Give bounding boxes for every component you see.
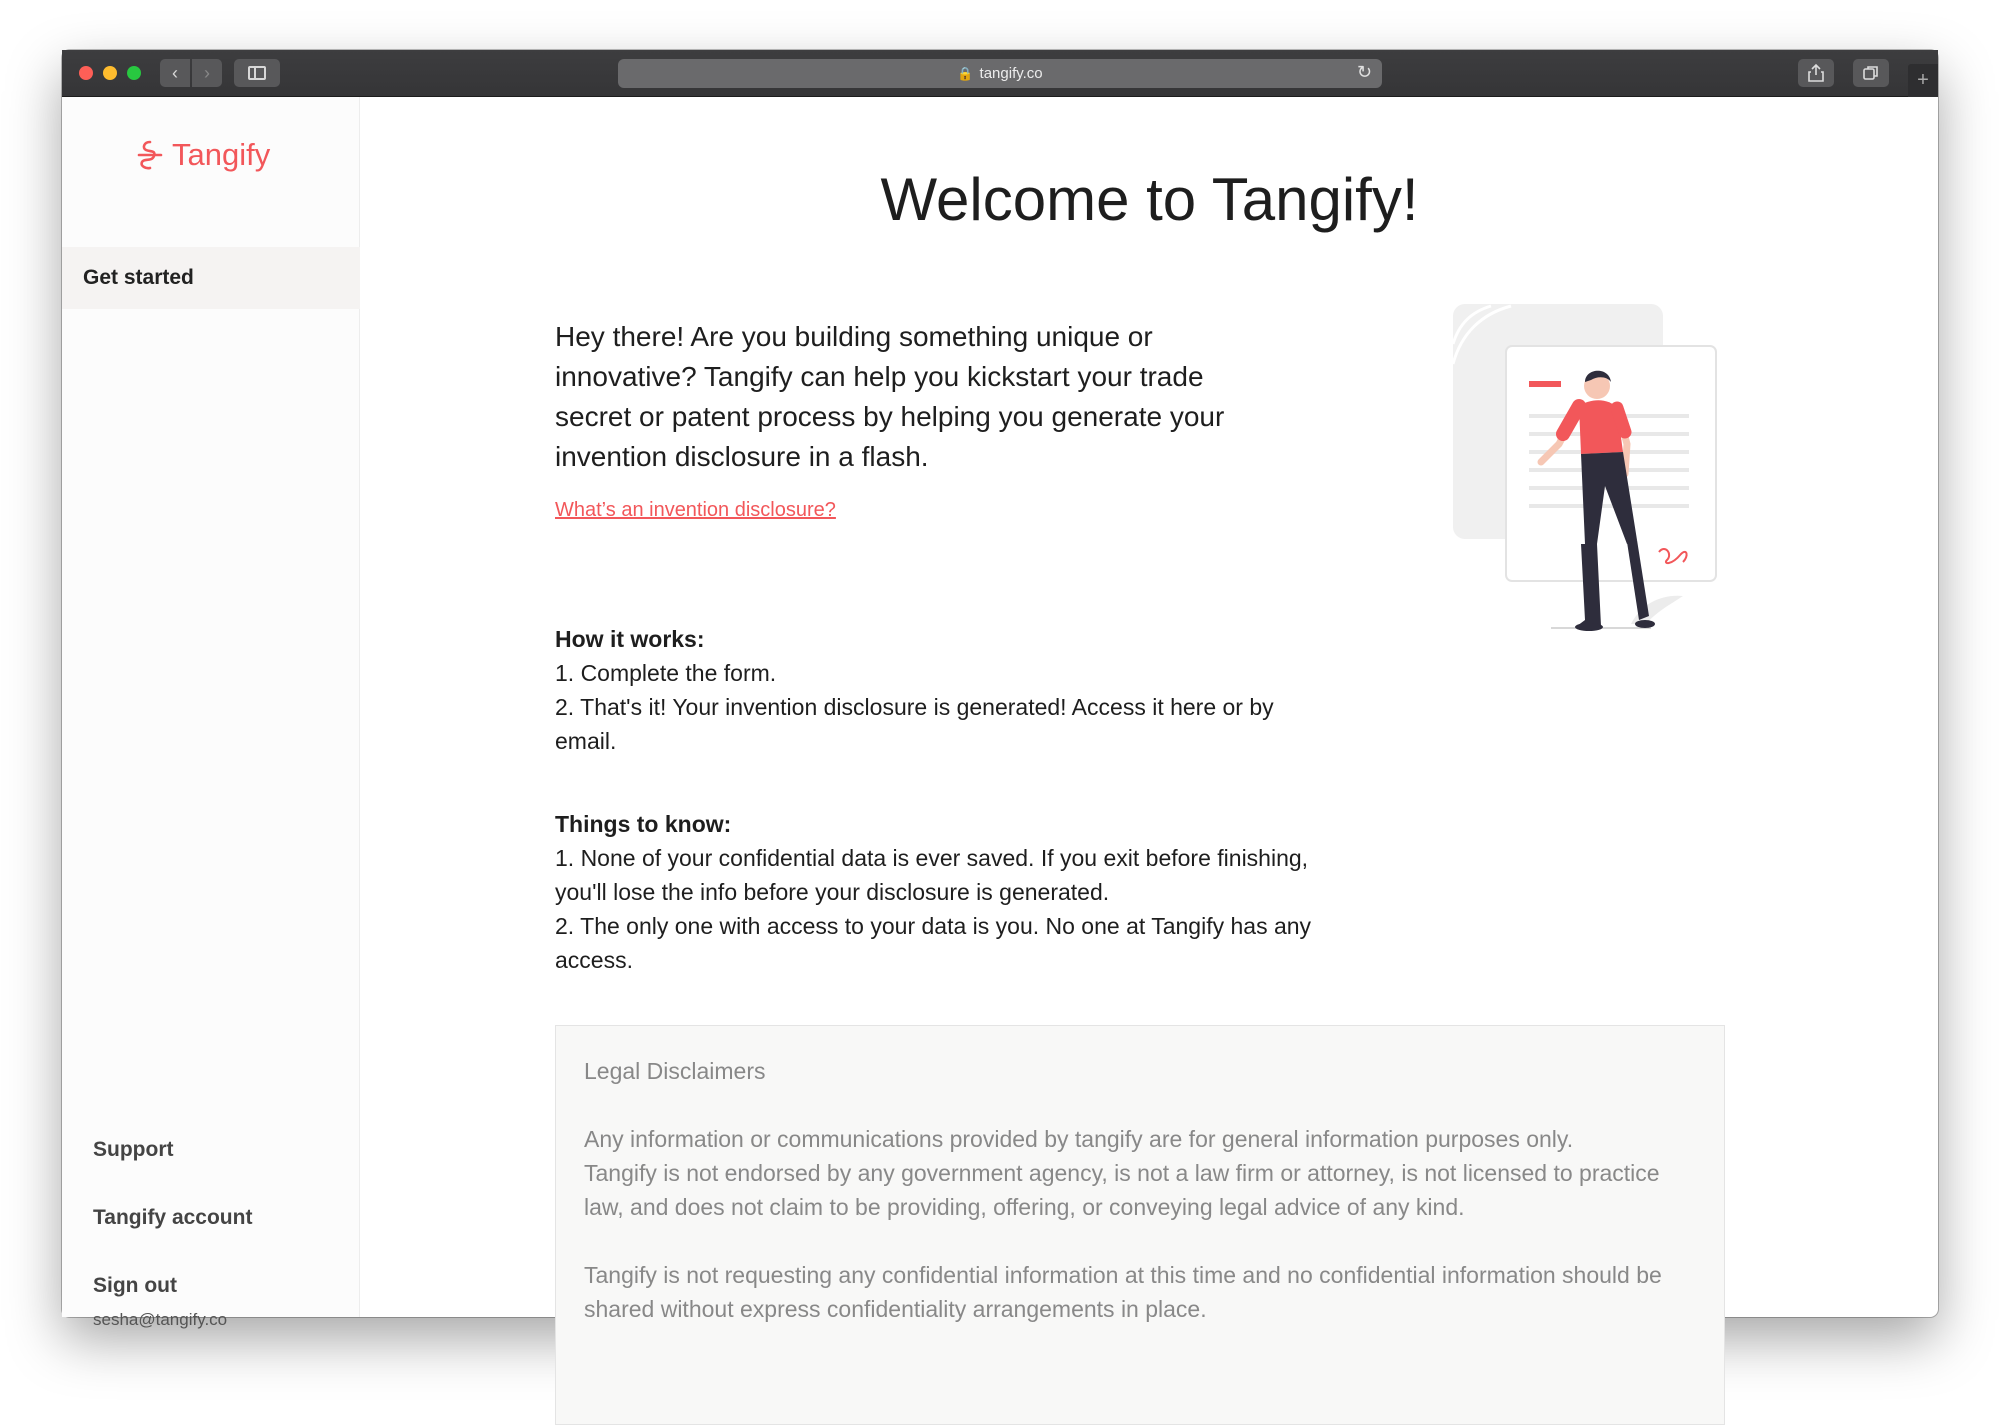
brand-name: Tangify [172, 137, 271, 172]
person-with-document-illustration [1451, 304, 1721, 634]
know-item-1: 1. None of your confidential data is ever saved. If you exit before finishing, you'll lose the info before your disclosure is generated. [555, 845, 1309, 905]
main-content [361, 97, 1938, 1322]
address-bar[interactable] [618, 59, 1382, 88]
tabs-icon [1863, 65, 1879, 81]
nav-item-get-started[interactable]: Get started [62, 247, 360, 309]
browser-window [62, 50, 1938, 1329]
page-title: Welcome to Tangify! [880, 166, 1419, 233]
how-it-works-heading: How it works: [555, 626, 705, 652]
disclaimer-paragraph-2: Tangify is not endorsed by any government agency, is not a law firm or attorney, is not licensed to practice law, and does not claim to be providing, offering, or conveying legal advice of any kind. [584, 1160, 1660, 1220]
close-window-button[interactable] [79, 66, 93, 80]
forward-button[interactable] [192, 59, 222, 87]
things-to-know-heading: Things to know: [555, 811, 732, 837]
share-button[interactable] [1798, 59, 1834, 87]
know-item-2: 2. The only one with access to your data is you. No one at Tangify has any access. [555, 913, 1312, 973]
tangify-logo-icon [136, 140, 164, 170]
plus-icon: + [1917, 69, 1929, 91]
tab-overview-button[interactable] [1853, 59, 1889, 87]
minimize-window-button[interactable] [103, 66, 117, 80]
new-tab-button[interactable] [1908, 64, 1938, 97]
how-it-works-section [555, 622, 1355, 758]
app [62, 97, 1938, 1329]
reload-icon[interactable]: ↻ [1356, 62, 1372, 82]
url-text: tangify.co [979, 65, 1043, 82]
share-icon [1808, 64, 1824, 82]
user-email: sesha@tangify.co [93, 1310, 228, 1329]
sidebar-toggle-button[interactable] [234, 59, 280, 87]
disclaimer-paragraph-1: Any information or communications provided by tangify are for general information purposes only. [584, 1126, 1574, 1152]
invention-disclosure-link[interactable]: What’s an invention disclosure? [555, 499, 836, 521]
support-link[interactable]: Support [93, 1138, 174, 1161]
lock-icon: 🔒 [957, 65, 974, 81]
chevron-left-icon: ‹ [172, 62, 178, 83]
sidebar-icon [248, 66, 266, 80]
disclaimer-paragraph-3: Tangify is not requesting any confidential information at this time and no confidential information should be shared without express confidentiality arrangements in place. [584, 1262, 1662, 1322]
legal-disclaimers-box [555, 1025, 1725, 1425]
chevron-right-icon: › [204, 62, 210, 83]
tangify-account-link[interactable]: Tangify account [93, 1206, 253, 1229]
disclaimer-title: Legal Disclaimers [584, 1058, 766, 1084]
browser-titlebar [62, 50, 1938, 97]
sidebar [62, 97, 360, 1329]
how-step-2: 2. That's it! Your invention disclosure is generated! Access it here or by email. [555, 694, 1274, 754]
how-step-1: 1. Complete the form. [555, 660, 777, 686]
things-to-know-section [555, 807, 1355, 977]
back-button[interactable] [160, 59, 190, 87]
intro-text: Hey there! Are you building something unique or innovative? Tangify can help you kickstart your trade secret or patent process by helping you generate your invention disclosure in a flash. [555, 321, 1225, 472]
sign-out-link[interactable]: Sign out [93, 1274, 177, 1297]
zoom-window-button[interactable] [127, 66, 141, 80]
brand-logo[interactable] [136, 137, 270, 173]
